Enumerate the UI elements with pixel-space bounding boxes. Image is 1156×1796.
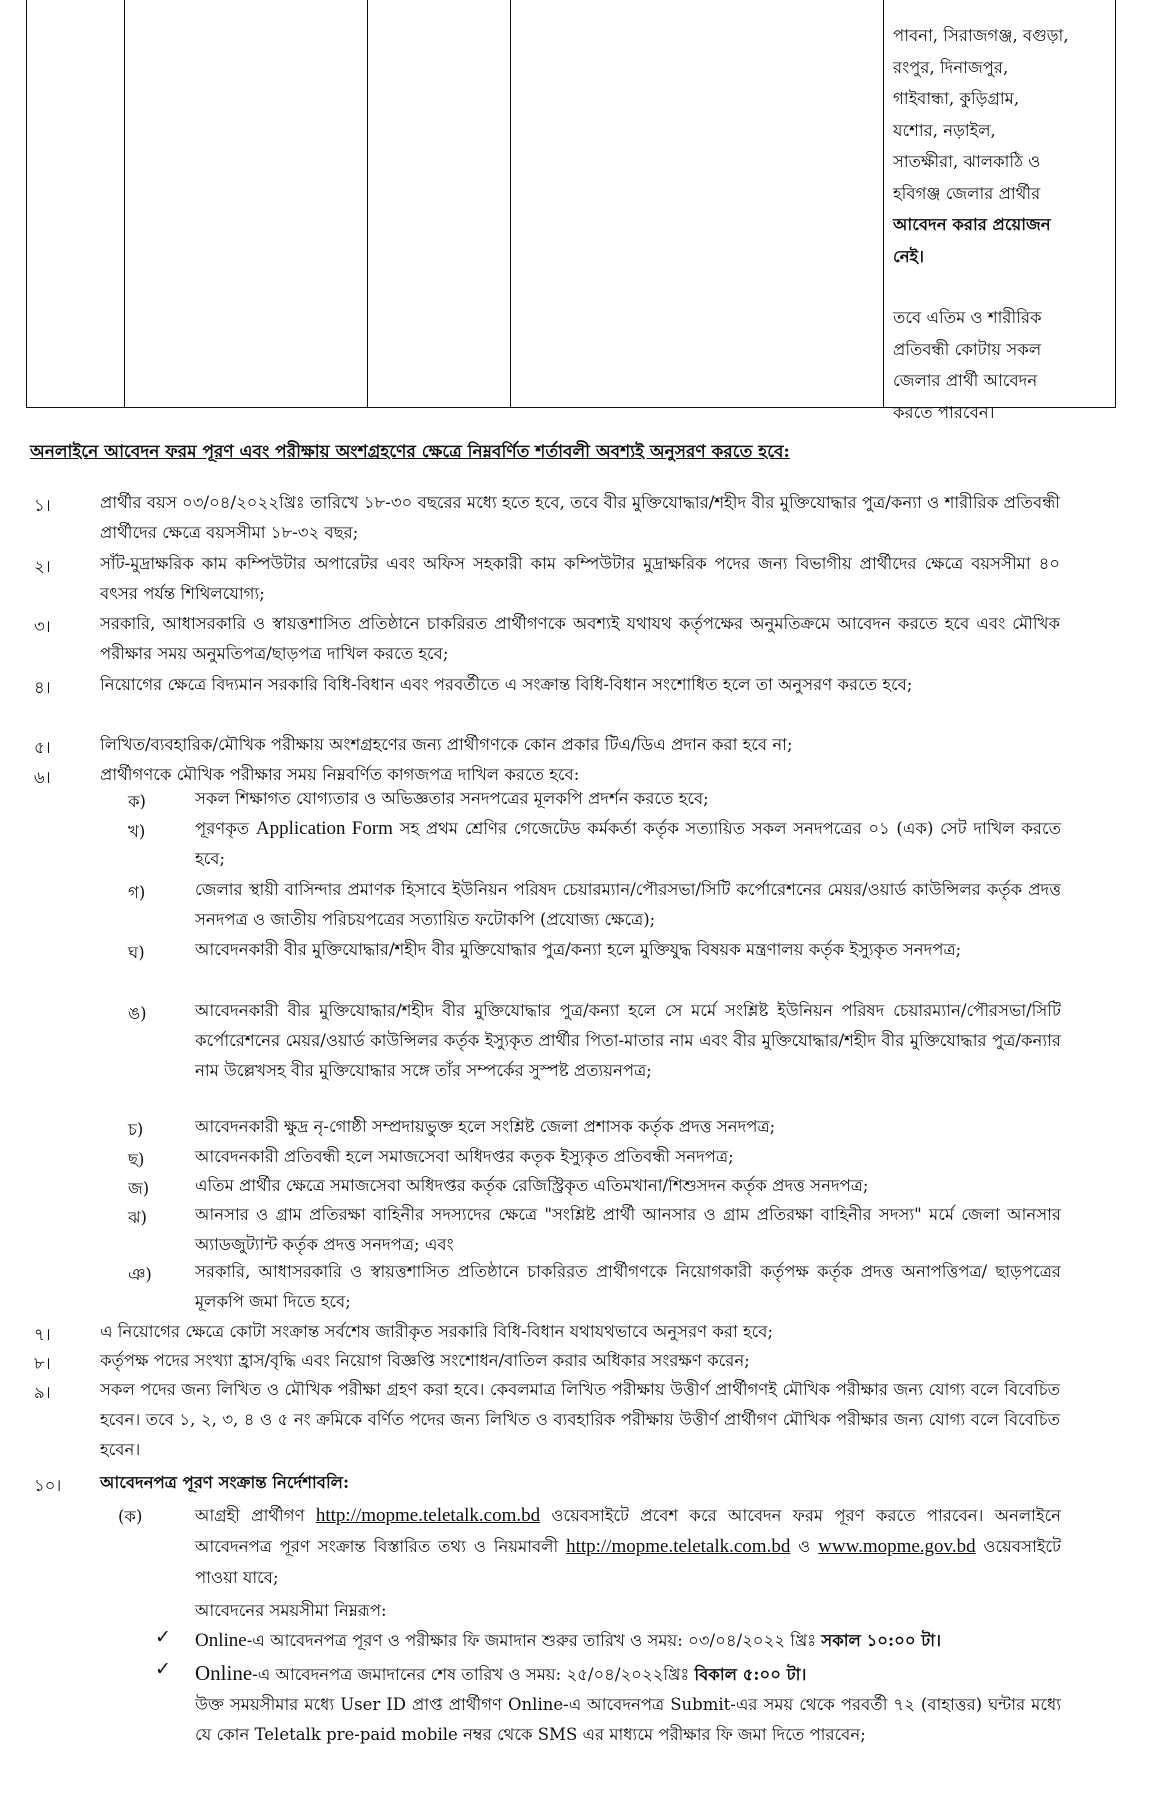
document-label: চ) [128, 1120, 144, 1139]
document-text-part: পূরণকৃত [195, 819, 256, 838]
mopme-link[interactable]: www.mopme.gov.bd [818, 1536, 976, 1557]
cell-note-line: প্রতিবন্ধী কোটায় সকল [893, 339, 1042, 359]
document-text: আবেদনকারী বীর মুক্তিযোদ্ধার/শহীদ বীর মুক্তিযোদ্ধার পুত্র/কন্যা হলে সে মর্মে সংশ্লিষ্ট ইউনিয়ন পরিষদ চেয়ারম্যান/পৌরসভা/সিটি কর্পোরেশনের মেয়র/ওয়ার্ড কাউন্সিলর কর্তৃক ইস্যুকৃত প্রার্থীর পিতা-মাতার নাম এবং বীর মুক্তিযোদ্ধার/শহীদ বীর মুক্তিযোদ্ধার পুত্র/কন্যার নাম উল্লেখসহ বীর মুক্তিযোদ্ধার সঙ্গে তাঁর সম্পর্কের সুস্পষ্ট প্রত্যয়নপত্র; [195, 1001, 1061, 1080]
document-label: জ) [128, 1179, 150, 1198]
document-text: সকল শিক্ষাগত যোগ্যতার ও অভিজ্ঞতার সনদপত্রের মূলকপি প্রদর্শন করতে হবে; [195, 789, 709, 808]
cell-line: গাইবান্ধা, কুড়িগ্রাম, [893, 89, 1020, 108]
conditions-heading: অনলাইনে আবেদন ফরম পূরণ এবং পরীক্ষায় অংশগ্রহণের ক্ষেত্রে নিম্নবর্ণিত শর্তাবলী অবশ্যই অনুসরণ করতে হবে: [30, 442, 790, 462]
condition-number: ৫। [34, 738, 51, 757]
condition-text: এ নিয়োগের ক্ষেত্রে কোটা সংক্রান্ত সর্বশেষ জারীকৃত সরকারি বিধি-বিধান যথাযথভাবে অনুসরণ করা হবে; [100, 1322, 774, 1341]
condition-number: ৯। [34, 1383, 51, 1402]
cell-gap [893, 272, 1107, 302]
instructions-number: ১০। [34, 1476, 62, 1495]
condition-number: ১। [34, 496, 51, 515]
document-text-part: সহ প্রথম শ্রেণির গেজেটেড কর্মকর্তা কর্তৃক সত্যায়িত সকল সনদপত্রের ০১ (এক) সেট দাখিল করতে হবে; [195, 819, 1061, 868]
timeline-end [195, 1658, 1061, 1690]
timeline-start-text: -এ আবেদনপত্র পূরণ ও পরীক্ষার ফি জমাদান শুরুর তারিখ ও সময়: ০৩/০৪/২০২২ খ্রিঃ [246, 1631, 817, 1650]
condition-text: সরকারি, আধাসরকারি ও স্বায়ত্তশাসিত প্রতিষ্ঠানে চাকরিরত প্রার্থীগণকে অবশ্যই যথাযথ কর্তৃপক্ষের অনুমতিক্রমে আবেদন করতে হবে এবং মৌখিক পরীক্ষার সময় অনুমতিপত্র/ছাড়পত্র দাখিল করতে হবে; [100, 614, 1060, 663]
condition-text: প্রার্থীর বয়স ০৩/০৪/২০২২খ্রিঃ তারিখে ১৮-৩০ বছরের মধ্যে হতে হবে, তবে বীর মুক্তিযোদ্ধার/শহীদ বীর মুক্তিযোদ্ধার পুত্র/কন্যা ও শারীরিক প্রতিবন্ধী প্রার্থীদের ক্ষেত্রে বয়সসীমা ১৮-৩২ বছর; [100, 493, 1060, 542]
document-label: খ) [128, 822, 146, 841]
cell-note-line: করতে পারবেন। [893, 402, 995, 422]
teletalk-link[interactable]: http://mopme.teletalk.com.bd [315, 1505, 541, 1526]
teletalk-link-2[interactable]: http://mopme.teletalk.com.bd [566, 1536, 791, 1557]
document-text: আবেদনকারী ক্ষুদ্র নৃ-গোষ্ঠী সম্প্রদায়ভুক্ত হলে সংশ্লিষ্ট জেলা প্রশাসক কর্তৃক প্রদত্ত সনদপত্র; [195, 1117, 776, 1136]
instruction-part: ওয়েবসাইটে পাওয়া যাবে; [195, 1537, 1061, 1587]
instructions-title: আবেদনপত্র পূরণ সংক্রান্ত নির্দেশাবলি: [100, 1473, 350, 1492]
condition-text: লিখিত/ব্যবহারিক/মৌখিক পরীক্ষায় অংশগ্রহণের জন্য প্রার্থীগণকে কোন প্রকার টিএ/ডিএ প্রদান করা হবে না; [100, 735, 793, 754]
timeline-label: আবেদনের সময়সীমা নিম্নরূপ: [195, 1601, 387, 1620]
timeline-start-time: সকাল ১০:০০ টা। [821, 1631, 941, 1650]
condition-number: ৮। [34, 1354, 51, 1373]
table-column-divider [367, 0, 368, 407]
document-text: আবেদনকারী বীর মুক্তিযোদ্ধার/শহীদ বীর মুক্তিযোদ্ধার পুত্র/কন্যা হলে মুক্তিযুদ্ধ বিষয়ক মন্ত্রণালয় কর্তৃক ইস্যুকৃত সনদপত্র; [195, 940, 962, 959]
table-cell-district-note [893, 20, 1107, 428]
fee-payment-note: উক্ত সময়সীমার মধ্যে User ID প্রাপ্ত প্রার্থীগণ Online-এ আবেদনপত্র Submit-এর সময় থেকে পরবর্তী ৭২ (বাহাত্তর) ঘন্টার মধ্যে যে কোন Teletalk pre-paid mobile নম্বর থেকে SMS এর মাধ্যমে পরীক্ষার ফি জমা দিতে পারবেন; [195, 1695, 1061, 1744]
document-label: ঞ) [128, 1265, 152, 1284]
instruction-part: ও [798, 1537, 811, 1556]
condition-text: সকল পদের জন্য লিখিত ও মৌখিক পরীক্ষা গ্রহণ করা হবে। কেবলমাত্র লিখিত পরীক্ষায় উত্তীর্ণ প্রার্থীগণই মৌখিক পরীক্ষার জন্য যোগ্য বলে বিবেচিত হবেন। তবে ১, ২, ৩, ৪ ও ৫ নং ক্রমিকে বর্ণিত পদের জন্য লিখিত ও ব্যবহারিক পরীক্ষায় উত্তীর্ণ প্রার্থীগণ মৌখিক পরীক্ষার জন্য যোগ্য বলে বিবেচিত হবেন। [100, 1380, 1060, 1459]
condition-number: ৭। [34, 1325, 51, 1344]
instruction-part: আগ্রহী প্রার্থীগণ [195, 1506, 305, 1525]
document-label: ক) [128, 792, 146, 811]
document-text: আবেদনকারী প্রতিবন্ধী হলে সমাজসেবা অধিদপ্তর কতৃক ইস্যুকৃত প্রতিবন্ধী সনদপত্র; [195, 1147, 734, 1166]
instruction-text [195, 1500, 1061, 1593]
check-icon: ✓ [155, 1658, 171, 1680]
cell-line: সাতক্ষীরা, ঝালকাঠি ও [893, 152, 1041, 171]
condition-number: ৬। [34, 768, 51, 787]
table-column-divider [510, 0, 511, 407]
document-text: এতিম প্রার্থীর ক্ষেত্রে সমাজসেবা অধিদপ্তর কর্তৃক রেজিস্ট্রিকৃত এতিমখানা/শিশুসদন কর্তৃক প্রদত্ত সনদপত্র; [195, 1176, 869, 1195]
cell-line: যশোর, নড়াইল, [893, 120, 996, 140]
quota-table-fragment [26, 0, 1116, 422]
table-column-divider [124, 0, 125, 407]
cell-line: রংপুর, দিনাজপুর, [893, 57, 1009, 77]
document-text: সরকারি, আধাসরকারি ও স্বায়ত্তশাসিত প্রতিষ্ঠানে চাকরিরত প্রার্থীগণকে নিয়োগকারী কর্তৃপক্ষ কর্তৃক প্রদত্ত অনাপত্তিপত্র/ ছাড়পত্রের মূলকপি জমা দিতে হবে; [195, 1262, 1061, 1311]
cell-line-bold: নেই। [893, 246, 925, 266]
cell-note-line: তবে এতিম ও শারীরিক [893, 308, 1042, 327]
condition-text: সাঁট-মুদ্রাক্ষরিক কাম কম্পিউটার অপারেটর এবং অফিস সহকারী কাম কম্পিউটার মুদ্রাক্ষরিক পদের জন্য বিভাগীয় প্রার্থীদের ক্ষেত্রে বয়সসীমা ৪০ বৎসর পর্যন্ত শিথিলযোগ্য; [100, 554, 1060, 603]
instruction-part: ওয়েবসাইটে প্রবেশ করে আবেদন ফরম পূরণ করতে পারবেন। অনলাইনে আবেদনপত্র পূরণ সংক্রান্ত বিস্তারিত তথ্য ও নিয়মাবলী [195, 1506, 1061, 1556]
cell-note-line: জেলার প্রার্থী আবেদন [893, 371, 1038, 390]
timeline-end-text: -এ আবেদনপত্র জমাদানের শেষ তারিখ ও সময়: ২৫/০৪/২০২২খ্রিঃ [252, 1665, 690, 1684]
document-label: ঘ) [128, 943, 145, 962]
instruction-label: (ক) [118, 1507, 143, 1526]
document-label: ছ) [128, 1150, 145, 1169]
timeline-start [195, 1626, 1061, 1656]
condition-number: ৩। [34, 617, 51, 636]
cell-line: হবিগঞ্জ জেলার প্রার্থীর [893, 183, 1041, 203]
check-icon: ✓ [155, 1626, 171, 1648]
cell-line: পাবনা, সিরাজগঞ্জ, বগুড়া, [893, 26, 1069, 45]
online-word: Online [195, 1661, 253, 1685]
document-text: আনসার ও গ্রাম প্রতিরক্ষা বাহিনীর সদস্যদের ক্ষেত্রে "সংশ্লিষ্ট প্রার্থী আনসার ও গ্রাম প্রতিরক্ষা বাহিনীর সদস্য" মর্মে জেলা আনসার অ্যাডজুট্যান্ট কর্তৃক প্রদত্ত সনদপত্র; এবং [195, 1205, 1061, 1254]
condition-text: প্রার্থীগণকে মৌখিক পরীক্ষার সময় নিম্নবর্ণিত কাগজপত্র দাখিল করতে হবে: [100, 765, 580, 784]
condition-number: ২। [34, 557, 51, 576]
cell-line-bold: আবেদন করার প্রয়োজন [893, 215, 1051, 234]
condition-text: কর্তৃপক্ষ পদের সংখ্যা হ্রাস/বৃদ্ধি এবং নিয়োগ বিজ্ঞপ্তি সংশোধন/বাতিল করার অধিকার সংরক্ষণ করেন; [100, 1351, 750, 1370]
table-column-divider [883, 0, 884, 407]
document-label: গ) [128, 883, 146, 902]
document-label: ঝ) [128, 1208, 147, 1227]
condition-number: ৪। [34, 678, 51, 697]
document-text [195, 814, 1061, 874]
timeline-end-time: বিকাল ৫:০০ টা। [694, 1665, 807, 1684]
document-text: জেলার স্থায়ী বাসিন্দার প্রমাণক হিসাবে ইউনিয়ন পরিষদ চেয়ারম্যান/পৌরসভা/সিটি কর্পোরেশনের মেয়র/ওয়ার্ড কাউন্সিলর কর্তৃক প্রদত্ত সনদপত্র ও জাতীয় পরিচয়পত্রের সত্যায়িত ফটোকপি (প্রযোজ্য ক্ষেত্রে); [195, 880, 1061, 929]
condition-text: নিয়োগের ক্ষেত্রে বিদ্যমান সরকারি বিধি-বিধান এবং পরবর্তীতে এ সংক্রান্ত বিধি-বিধান সংশোধিত হলে তা অনুসরণ করতে হবে; [100, 675, 913, 694]
online-word: Online [195, 1630, 247, 1651]
document-label: ঙ) [128, 1004, 147, 1023]
document-text-latin: Application Form [255, 818, 393, 839]
